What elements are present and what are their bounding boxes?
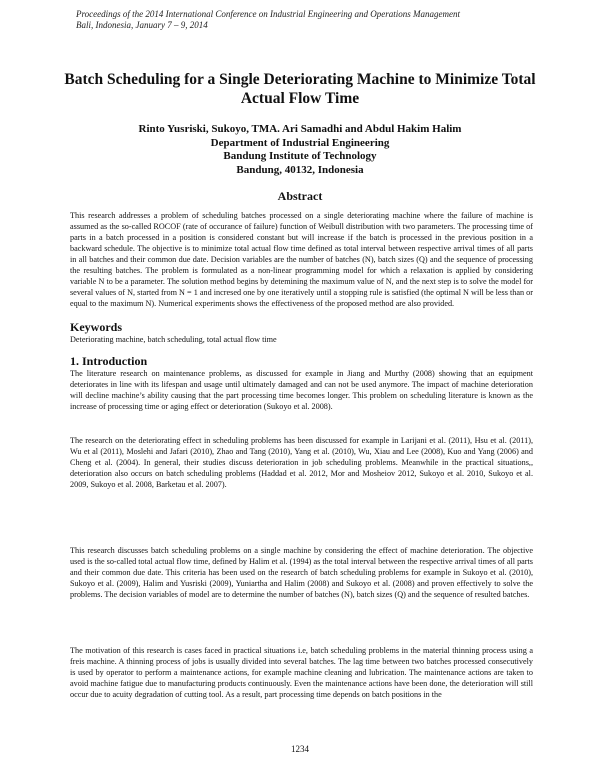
- intro-paragraph-1: The literature research on maintenance problems, as discussed for example in Jiang and Murthy (2008) showing that an equipment deteriorates in line with its lifespan and usage until ultimately damaged and can not be used anymore. The impact of machine deterioration will decline machine’s ability causing that the part processing time becomes longer. This problem on scheduling literature is known as the increase of processing time or aging effect or deterioration (Sukoyo et al. 2008).: [70, 369, 533, 411]
- conference-name: Proceedings of the 2014 International Conference on Industrial Engineering and Operations Management: [76, 9, 461, 19]
- intro-paragraph-4: The motivation of this research is cases faced in practical situations i.e, batch scheduling problems in the material thinning process using a freis machine. A thinning process of jobs is usually divided into several batches. The lag time between two batches processed consecutively is used by operator to perform a maintenance actions, for example machine cleaning and lubrication. The maintenance actions are taken to avoid machine fatigue due to manufacturing products continuously. Even the maintenance actions have been done, the deterioration will still occur due to acuity degradation of cutting tool. As a result, part processing time depends on batch positions in the: [70, 646, 533, 699]
- running-header: [76, 9, 536, 31]
- introduction-heading: 1. Introduction: [70, 354, 148, 368]
- author-department: Department of Industrial Engineering: [210, 136, 390, 149]
- conference-location: Bali, Indonesia, January 7 – 9, 2014: [76, 20, 208, 30]
- keywords-text: Deteriorating machine, batch scheduling, total actual flow time: [70, 335, 277, 344]
- author-city: Bandung, 40132, Indonesia: [236, 163, 364, 176]
- author-institute: Bandung Institute of Technology: [223, 150, 377, 162]
- keywords-heading: Keywords: [70, 320, 122, 334]
- paper-title: Batch Scheduling for a Single Deteriorating Machine to Minimize Total Actual Flow Time: [64, 71, 536, 107]
- abstract-text: This research addresses a problem of scheduling batches processed on a single deteriorating machine where the failure of machine is assumed as the so-called ROCOF (rate of occurance of failure) function of Weibull distribution with two parameters. The processing time of parts in a batch processed in a position is considered constant but will increase if the batch is processed in the previous position in a backward schedule. The objective is to minimize total actual flow time defined as total interval between respective arrival times of all parts in all batches and their common due date. Decision variables are the number of batches (N), batch sizes (Q) and the sequence of processing the resulting batches. The problem is formulated as a non-linear programming model for which a relaxation is applied by considering variable N to be a parameter. The solution method begins by detemining the maximum value of N, and the next step is to solve the model for several values of N, started from N = 1 and incresed one by one iteratively until a stopping rule is satisfied (the optimal N will be less than or equal to the maximum N). Numerical experiments shows the effectiveness of the proposed method are also provided.: [70, 211, 533, 308]
- author-names: Rinto Yusriski, Sukoyo, TMA. Ari Samadhi and Abdul Hakim Halim: [138, 123, 462, 135]
- intro-paragraph-2: The research on the deteriorating effect in scheduling problems has been discussed for example in Larijani et al. (2011), Hsu et al. (2011), Wu et al (2011), Moslehi and Jafari (2010), Zhao and Tang (2010), Yang et al. (2010), Wu, Xiau and Lee (2008), Kuo and Yang (2006) and Cheng et al. (2004). In general, their studies discuss deterioration in job scheduling problems. Meanwhile in the practical situations,, deterioration also occurs on batch scheduling problems (Haddad et al. 2012, Mor and Mosheiov 2012, Sukoyo et al. 2010, Sukoyo et al. 2009, Sukoyo et al. 2008, Barketau et al. 2007).: [70, 436, 533, 489]
- intro-paragraph-3: This research discusses batch scheduling problems on a single machine by considering the effect of machine deterioration. The objective used is the so-called total actual flow time, defined by Halim et al. (1994) as the total interval between the respective arrival times of all parts and their common due date. This criteria has been used on the research of batch scheduling problems for example in Sukoyo et al. (2010), Sukoyo et al. (2009), Halim and Yusriski (2009), Yuniartha and Halim (2008) and Sukoyo et al. (2008) and proven effectively to solve the problems. The decision variables of model are to determine the number of batches (N), batch sizes (Q) and the sequence of resulted batches.: [70, 546, 533, 599]
- author-block: [60, 123, 540, 177]
- abstract-heading: Abstract: [277, 189, 323, 203]
- page-number: 1234: [291, 744, 309, 754]
